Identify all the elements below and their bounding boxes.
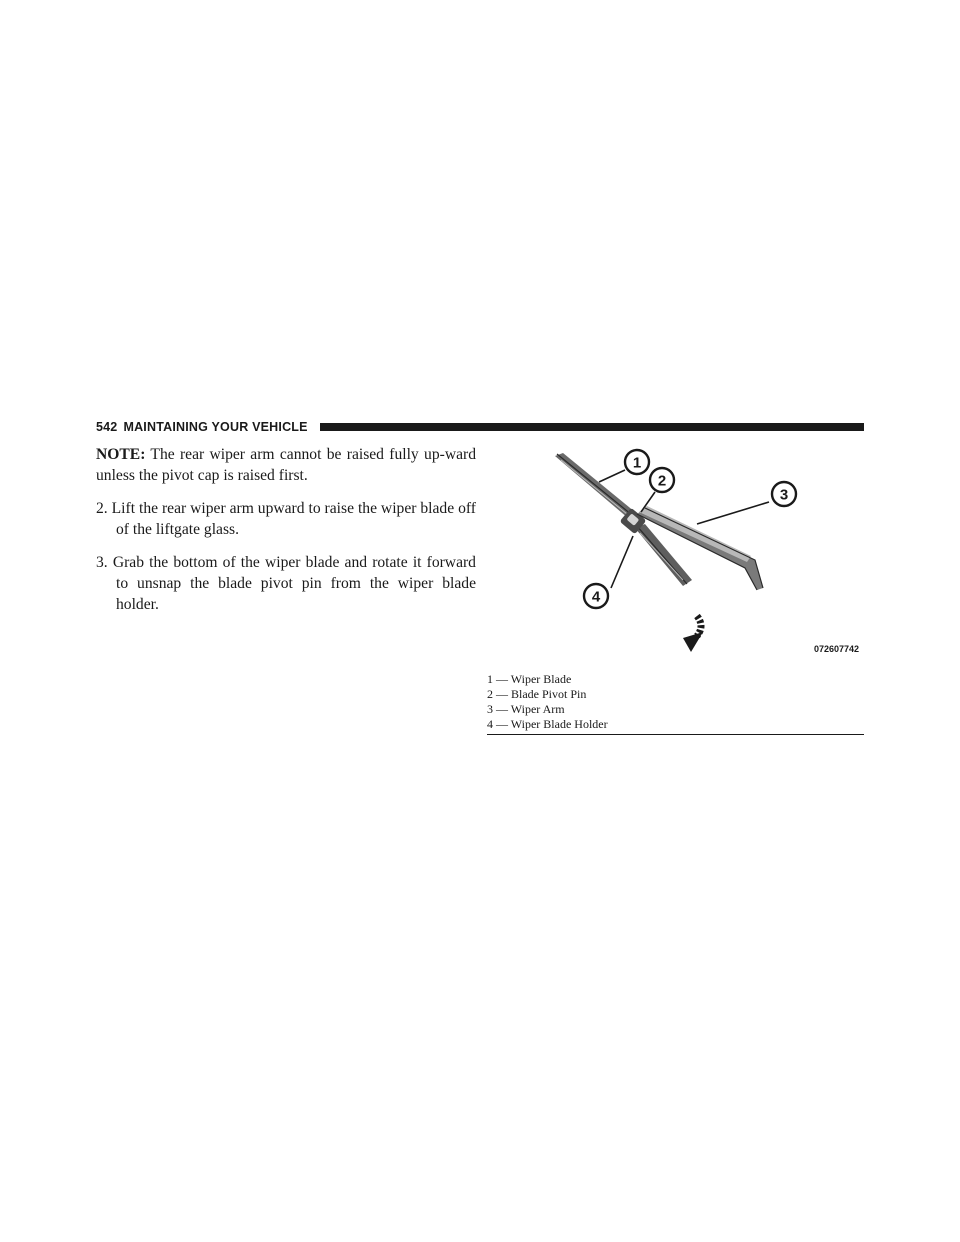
callout-1 <box>625 450 649 474</box>
legend-item-1: 1 — Wiper Blade <box>487 672 572 686</box>
figure-legend <box>487 672 864 735</box>
callout-4-label: 4 <box>591 588 601 606</box>
note-label: NOTE: <box>96 446 146 463</box>
callout-2 <box>650 468 674 492</box>
rotation-arrow-icon <box>683 616 703 652</box>
callout-3 <box>772 482 796 506</box>
wiper-illustration <box>487 448 864 660</box>
step-2-number: 2. <box>96 500 108 517</box>
page-header-text <box>96 419 314 435</box>
step-3 <box>96 552 476 615</box>
step-2 <box>96 498 476 540</box>
note-paragraph <box>96 444 476 486</box>
header-rule <box>320 423 864 431</box>
legend-item-2: 2 — Blade Pivot Pin <box>487 687 587 701</box>
legend-item-4: 4 — Wiper Blade Holder <box>487 717 608 731</box>
page-header <box>96 419 864 435</box>
step-3-number: 3. <box>96 554 108 571</box>
callout-2-label: 2 <box>657 472 667 490</box>
wiper-blade-upper <box>555 453 635 518</box>
callout-4 <box>584 584 608 608</box>
step-3-text: Grab the bottom of the wiper blade and rotate it forward to unsnap the blade pivot pin from the wiper blade holder. <box>112 554 476 613</box>
instruction-column <box>96 444 476 627</box>
legend-item-3: 3 — Wiper Arm <box>487 702 565 716</box>
section-title: MAINTAINING YOUR VEHICLE <box>123 420 308 434</box>
callout-3-label: 3 <box>779 486 789 504</box>
note-text: The rear wiper arm cannot be raised fully up-ward unless the pivot cap is raised first. <box>96 446 476 484</box>
callout-1-label: 1 <box>632 454 642 472</box>
page-number: 542 <box>96 420 118 434</box>
image-code: 072607742 <box>813 644 859 654</box>
wiper-diagram <box>487 448 864 660</box>
step-2-text: Lift the rear wiper arm upward to raise the wiper blade off of the liftgate glass. <box>111 500 476 538</box>
